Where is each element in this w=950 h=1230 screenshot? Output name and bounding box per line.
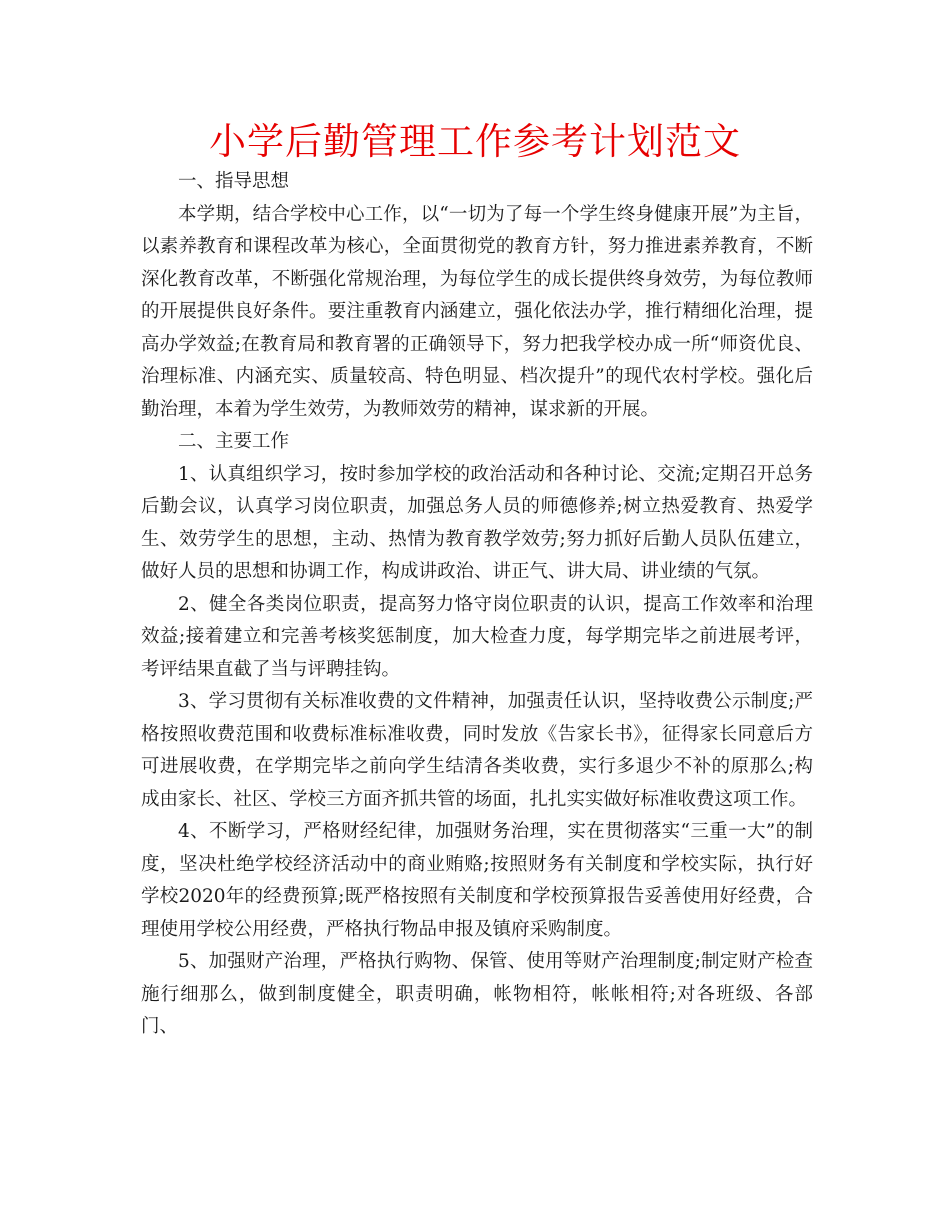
paragraph-work-item-2: 2、健全各类岗位职责，提高努力恪守岗位职责的认识，提高工作效率和治理效益;接着建立和完善考核奖惩制度，加大检查力度，每学期完毕之前进展考评，考评结果直截了当与评聘挂钩。	[141, 593, 813, 680]
paragraph-work-item-1: 1、认真组织学习，按时参加学校的政治活动和各种讨论、交流;定期召开总务后勤会议，认真学习岗位职责，加强总务人员的师德修养;树立热爱教育、热爱学生、效劳学生的思想，主动、热情为教育教学效劳;努力抓好后勤人员队伍建立，做好人员的思想和协调工作，构成讲政治、讲正气、讲大局、讲业绩的气氛。	[141, 463, 813, 582]
document-title: 小学后勤管理工作参考计划范文	[209, 120, 741, 163]
section-heading-guiding-ideology: 一、指导思想	[178, 171, 290, 192]
paragraph-work-item-4: 4、不断学习，严格财经纪律，加强财务治理，实在贯彻落实“三重一大”的制度，坚决杜绝学校经济活动中的商业贿赂;按照财务有关制度和学校实际，执行好学校2020年的经费预算;既严格按照有关制度和学校预算报告妥善使用好经费，合理使用学校公用经费，严格执行物品申报及镇府采购制度。	[141, 821, 813, 940]
paragraph-work-item-5: 5、加强财产治理，严格执行购物、保管、使用等财产治理制度;制定财产检查施行细那么，做到制度健全，职责明确，帐物相符，帐帐相符;对各班级、各部门、	[141, 951, 813, 1037]
paragraph-guiding-ideology: 本学期，结合学校中心工作，以“一切为了每一个学生终身健康开展”为主旨，以素养教育和课程改革为核心，全面贯彻党的教育方针，努力推进素养教育，不断深化教育改革，不断强化常规治理，为每位学生的成长提供终身效劳，为每位教师的开展提供良好条件。要注重教育内涵建立，强化依法办学，推行精细化治理，提高办学效益;在教育局和教育署的正确领导下，努力把我学校办成一所“师资优良、治理标准、内涵充实、质量较高、特色明显、档次提升”的现代农村学校。强化后勤治理，本着为学生效劳，为教师效劳的精神，谋求新的开展。	[141, 203, 813, 420]
document-body	[141, 166, 813, 1044]
section-heading-main-work: 二、主要工作	[178, 431, 290, 452]
paragraph-work-item-3: 3、学习贯彻有关标准收费的文件精神，加强责任认识，坚持收费公示制度;严格按照收费范围和收费标准标准收费，同时发放《告家长书》，征得家长同意后方可进展收费，在学期完毕之前向学生结清各类收费，实行多退少不补的原那么;构成由家长、社区、学校三方面齐抓共管的场面，扎扎实实做好标准收费这项工作。	[141, 691, 813, 810]
